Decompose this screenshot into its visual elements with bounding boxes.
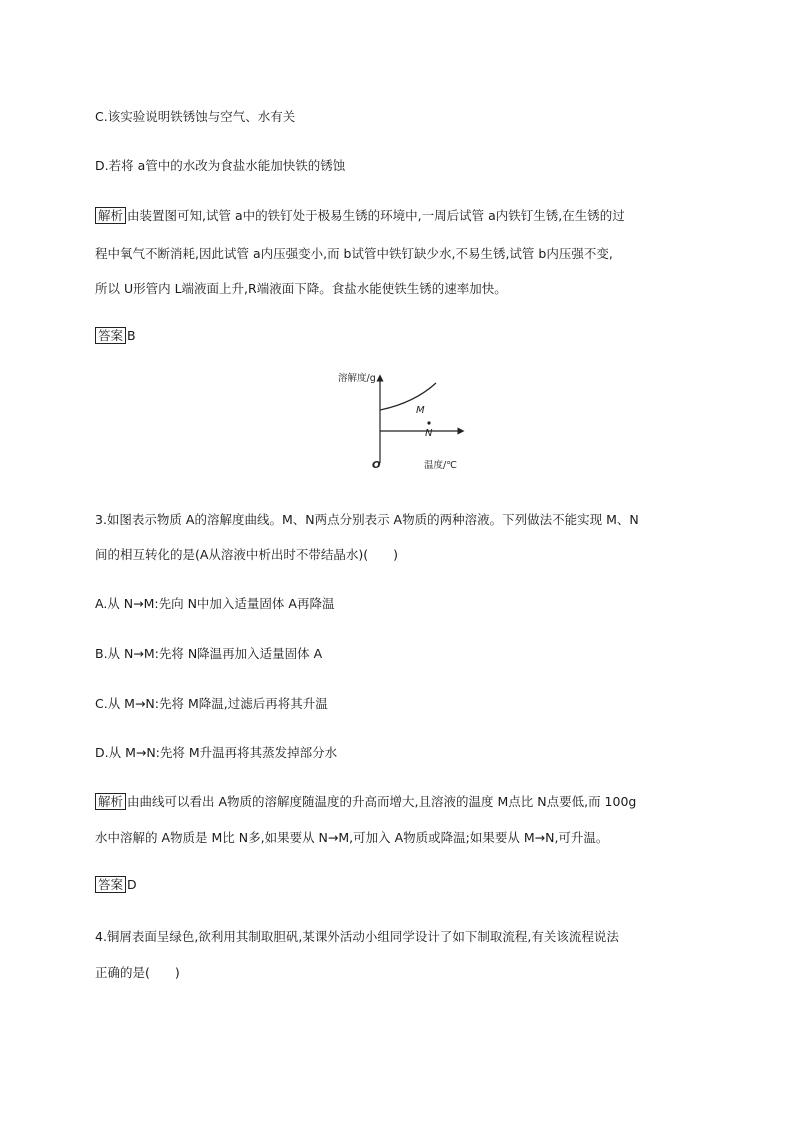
q3-option-d: D.从 M→N:先将 M升温再将其蒸发掉部分水 [95,745,338,760]
q2-option-d: D.若将 a管中的水改为食盐水能加快铁的锈蚀 [95,158,346,173]
answer-tag: 答案 [95,876,126,893]
q2-analysis-text-1: 由装置图可知,试管 a中的铁钉处于极易生锈的环境中,一周后试管 a内铁钉生锈,在生锈的过 [127,208,625,223]
analysis-tag: 解析 [95,207,126,224]
solubility-curve-figure [326,368,466,478]
q2-analysis-line-3: 所以 U形管内 L端液面上升,R端液面下降。食盐水能使铁生锈的速率加快。 [95,281,507,296]
solubility-curve [380,383,436,410]
q3-option-b: B.从 N→M:先将 N降温再加入适量固体 A [95,646,323,661]
point-n-dot [427,421,430,424]
q3-analysis-line-2: 水中溶解的 A物质是 M比 N多,如果要从 N→M,可加入 A物质或降温;如果要从 M→N,可升温。 [95,830,609,845]
q4-stem-line-1: 4.铜屑表面呈绿色,欲利用其制取胆矾,某课外活动小组同学设计了如下制取流程,有关该流程说法 [95,929,619,944]
origin-label: O [372,460,381,471]
q2-answer [95,327,136,344]
q3-analysis-text-1: 由曲线可以看出 A物质的溶解度随温度的升高而增大,且溶液的温度 M点比 N点要低,而 100g [127,794,637,809]
q3-stem-line-1: 3.如图表示物质 A的溶解度曲线。M、N两点分别表示 A物质的两种溶液。下列做法不能实现 M、N [95,512,639,527]
q3-option-c: C.从 M→N:先将 M降温,过滤后再将其升温 [95,696,328,711]
x-axis-label: 温度/℃ [424,460,457,471]
y-axis-label: 溶解度/g [338,373,376,384]
q3-answer [95,876,137,893]
q3-stem-line-2: 间的相互转化的是(A从溶液中析出时不带结晶水)( ) [95,547,399,562]
q3-answer-value: D [127,877,137,892]
answer-tag: 答案 [95,327,126,344]
point-n-label: N [425,428,433,439]
analysis-tag: 解析 [95,793,126,810]
q4-stem-line-2: 正确的是( ) [95,965,180,980]
q2-analysis-line-1 [95,206,625,224]
q3-analysis-line-1 [95,792,636,810]
q2-option-c: C.该实验说明铁锈蚀与空气、水有关 [95,109,296,124]
q2-answer-value: B [127,328,136,343]
q2-analysis-line-2: 程中氧气不断消耗,因此试管 a内压强变小,而 b试管中铁钉缺少水,不易生锈,试管 b内压强不变, [95,246,613,261]
q3-option-a: A.从 N→M:先向 N中加入适量固体 A再降温 [95,596,335,611]
point-m-label: M [416,405,425,416]
